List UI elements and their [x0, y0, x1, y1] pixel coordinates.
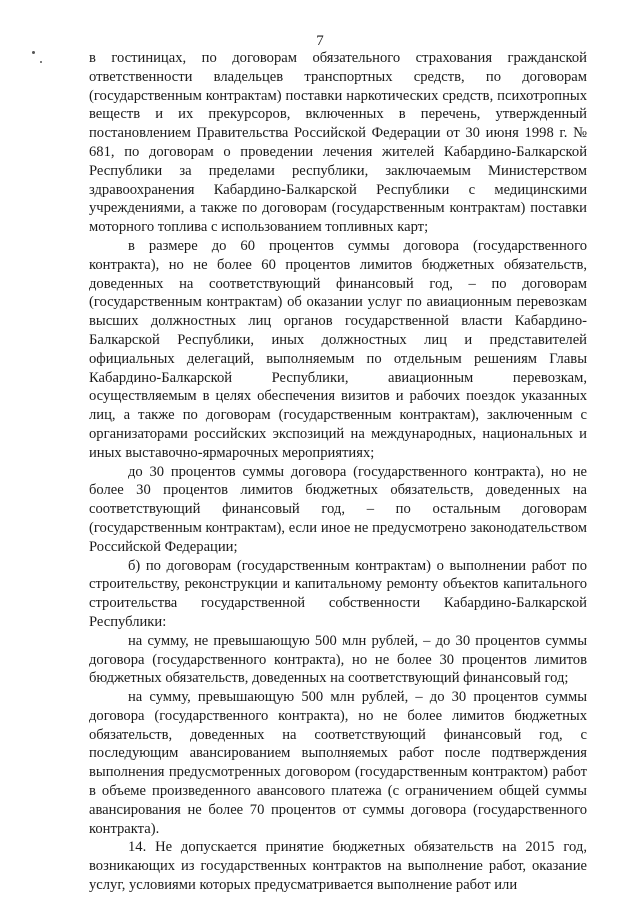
- paragraph: на сумму, не превышающую 500 млн рублей, – до 30 процентов суммы договора (государственного контракта), но не более 30 процентов лимитов бюджетных обязательств, доведенных на соответствующий финансовый год;: [89, 632, 587, 687]
- paragraph: на сумму, превышающую 500 млн рублей, – до 30 процентов суммы договора (государственного контракта), но не более лимитов бюджетных обязательств, доведенных на соответствующий финансовый год, с последующим авансированием выполняемых работ после подтверждения выполнения предусмотренных договором (государственным контрактом) работ в объеме произведенного авансового платежа (с ограничением общей суммы авансирования не более 70 процентов от суммы договора (государственного контракта).: [89, 689, 587, 837]
- margin-dot: [32, 51, 35, 54]
- paragraph: в размере до 60 процентов суммы договора (государственного контракта), но не более 60 процентов лимитов бюджетных обязательств, доведенных на соответствующий финансовый год, – по договорам (государственным контрактам) об оказании услуг по авиационным перевозкам высших должностных лиц органов государственной власти Кабардино-Балкарской Республики, иных должностных лиц и представителей официальных делегаций, выполняемым по отдельным решениям Главы Кабардино-Балкарской Республики, авиационным перевозкам, осуществляемым в целях обеспечения визитов и рабочих поездок указанных лиц, а также по договорам (государственным контрактам), заключенным с организаторами российских экспозиций на международных, национальных и иных выставочно-ярмарочных мероприятиях;: [89, 237, 587, 461]
- paragraph: б) по договорам (государственным контрактам) о выполнении работ по строительству, реконструкции и капитальному ремонту объектов капитального строительства государственной собственности Кабардино-Балкарской Республики:: [89, 557, 587, 630]
- page-number: 7: [316, 33, 324, 49]
- margin-dot: [40, 61, 42, 63]
- paragraph: до 30 процентов суммы договора (государственного контракта), но не более 30 процентов лимитов бюджетных обязательств, доведенных на соответствующий финансовый год, – по остальным договорам (государственным контрактам), если иное не предусмотрено законодательством Российской Федерации;: [89, 463, 587, 555]
- paragraph: 14. Не допускается принятие бюджетных обязательств на 2015 год, возникающих из государственных контрактов на выполнение работ, оказание услуг, условиями которых предусматривается выполнение работ или: [89, 839, 587, 894]
- document-body: [89, 49, 587, 895]
- paragraph: в гостиницах, по договорам обязательного страхования гражданской ответственности владельцев транспортных средств, по договорам (государственным контрактам) поставки наркотических средств, психотропных веществ и их прекурсоров, включенных в перечень, утвержденный постановлением Правительства Российской Федерации от 30 июня 1998 г. № 681, по договорам о проведении лечения жителей Кабардино-Балкарской Республики за пределами республики, заключаемым Министерством здравоохранения Кабардино-Балкарской Республики с медицинскими учреждениями, а также по договорам (государственным контрактам) поставки моторного топлива с использованием топливных карт;: [89, 50, 587, 236]
